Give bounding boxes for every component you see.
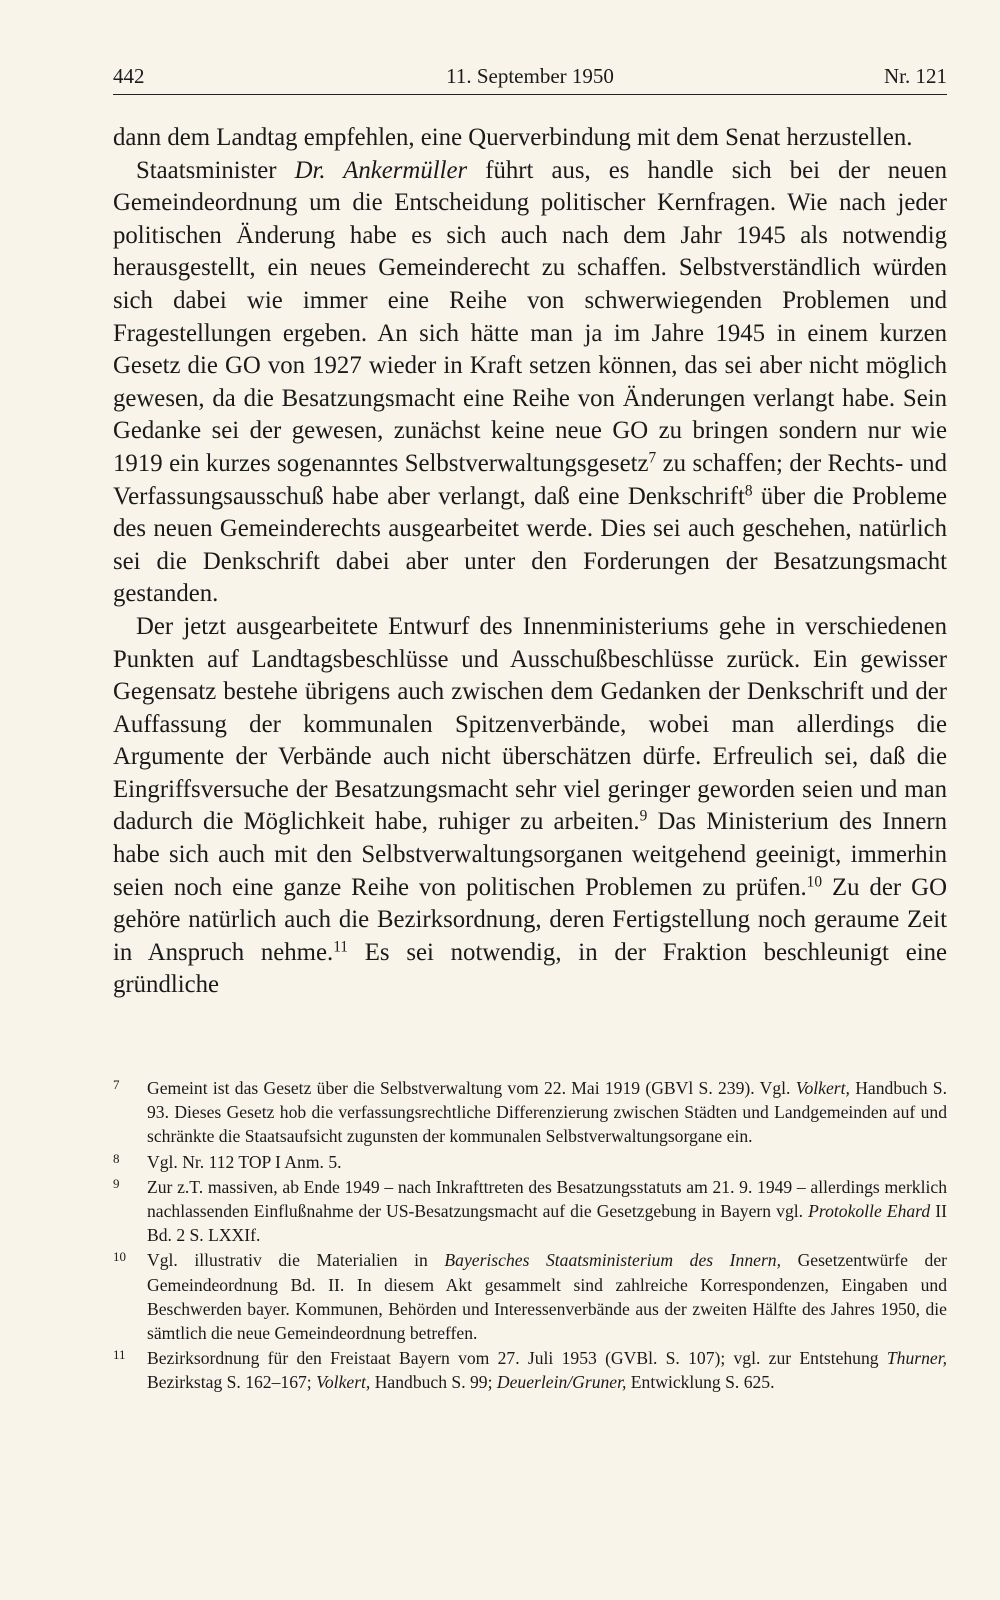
footnote-number: 9 [113,1175,120,1191]
document-number: Nr. 121 [884,64,947,88]
footnote-9: 9 Zur z.T. massiven, ab Ende 1949 – nach Inkrafttreten des Besatzungsstatuts am 21. 9. 1949 – allerdings merklich nachlassenden Einflußnahme der US-Besatzungsmacht auf die Gesetzgebung in Bayern vgl. Protokolle Ehard II Bd. 2 S. LXXIf. [113,1175,947,1246]
footnote-11: 11 Bezirksordnung für den Freistaat Bayern vom 27. Juli 1953 (GVBl. S. 107); vgl. zur Entstehung Thurner, Bezirkstag S. 162–167; Volkert, Handbuch S. 99; Deuerlein/Gruner, Entwicklung S. 625. [113,1347,947,1393]
main-text [113,122,947,1002]
footnote-number: 8 [113,1150,120,1166]
footnote-8: 8 Vgl. Nr. 112 TOP I Anm. 5. [113,1150,342,1172]
footnote-ref-9[interactable]: 9 [639,808,648,826]
footnote-ref-8[interactable]: 8 [744,482,753,500]
footnote-10: 10 Vgl. illustrativ die Materialien in Bayerisches Staatsministerium des Innern, Gesetzentwürfe der Gemeindeordnung Bd. II. In diesem Akt gesammelt sind zahlreiche Korrespondenzen, Eingaben und Beschwerden bayer. Kommunen, Behörden und Interessenverbände aus der zweiten Hälfte des Jahres 1950, die sämtlich die neue Gemeindeordnung betreffen. [113,1249,947,1344]
page-number: 442 [113,64,145,88]
header-date: 11. September 1950 [446,64,614,88]
footnote-number: 10 [113,1249,126,1265]
footnote-ref-7[interactable]: 7 [648,449,657,467]
page-header [113,58,947,94]
footnotes [113,1076,947,1396]
paragraph-2: Staatsminister Dr. Ankermüller führt aus, es handle sich bei der neuen Gemeindeordnung um die Entscheidung politischer Kernfragen. Wie nach jeder politischen Änderung habe es sich auch nach dem Jahr 1945 als notwendig herausgestellt, ein neues Gemeinderecht zu schaffen. Selbstverständlich würden sich dabei wie immer eine Reihe von schwerwiegenden Problemen und Fragestellungen ergeben. An sich hätte man ja im Jahre 1945 in einem kurzen Gesetz die GO von 1927 wieder in Kraft setzen können, das sei aber nicht möglich gewesen, da die Besatzungsmacht eine Reihe von Änderungen verlangt habe. Sein Gedanke sei der gewesen, zunächst keine neue GO zu bringen sondern nur wie 1919 ein kurzes sogenanntes Selbstverwaltungsgesetz$^7$ zu schaffen; der Rechts- und Verfassungsausschuß habe aber verlangt, daß eine Denkschrift$^8$ über die Probleme des neuen Gemeinderechts ausgearbeitet werde. Dies sei auch geschehen, natürlich sei die Denkschrift dabei aber unter den Forderungen der Besatzungsmacht gestanden. [113,156,947,608]
paragraph-3: Der jetzt ausgearbeitete Entwurf des Innenministeriums gehe in verschiedenen Punkten auf Landtagsbeschlüsse und Ausschußbeschlüsse zurück. Ein gewisser Gegensatz bestehe übrigens auch zwischen dem Gedanken der Denkschrift und der Auffassung der kommunalen Spitzenverbände, wobei man allerdings die Argumente der Verbände auch nicht überschätzen dürfe. Erfreulich sei, daß die Eingriffsversuche der Besatzungsmacht sehr viel geringer geworden seien und man dadurch die Möglichkeit habe, ruhiger zu arbeiten.$^9$ Das Ministerium des Innern habe sich auch mit den Selbstverwaltungsorganen weitgehend geeinigt, immerhin seien noch eine ganze Reihe von politischen Problemen zu prüfen.$^{10}$ Zu der GO gehöre natürlich auch die Bezirksordnung, deren Fertigstellung noch geraume Zeit in Anspruch nehme.$^{11}$ Es sei notwendig, in der Fraktion beschleunigt eine gründliche [113,612,947,999]
speaker-name: Dr. Ankermüller [294,156,468,184]
paragraph-1: dann dem Landtag empfehlen, eine Querverbindung mit dem Senat herzustellen. [113,124,913,151]
footnote-number: 11 [113,1347,126,1363]
footnote-7: 7 Gemeint ist das Gesetz über die Selbstverwaltung vom 22. Mai 1919 (GBVl S. 239). Vgl. Volkert, Handbuch S. 93. Dieses Gesetz hob die verfassungsrechtliche Differenzierung zwischen Städten und Landgemeinden auf und schränkte die Staatsaufsicht zugunsten der kommunalen Selbstverwaltungsorgane ein. [113,1077,947,1147]
footnote-ref-10[interactable]: 10 [806,873,823,891]
footnote-number: 7 [113,1077,120,1092]
header-rule [113,94,947,95]
footnote-ref-11[interactable]: 11 [333,938,348,956]
